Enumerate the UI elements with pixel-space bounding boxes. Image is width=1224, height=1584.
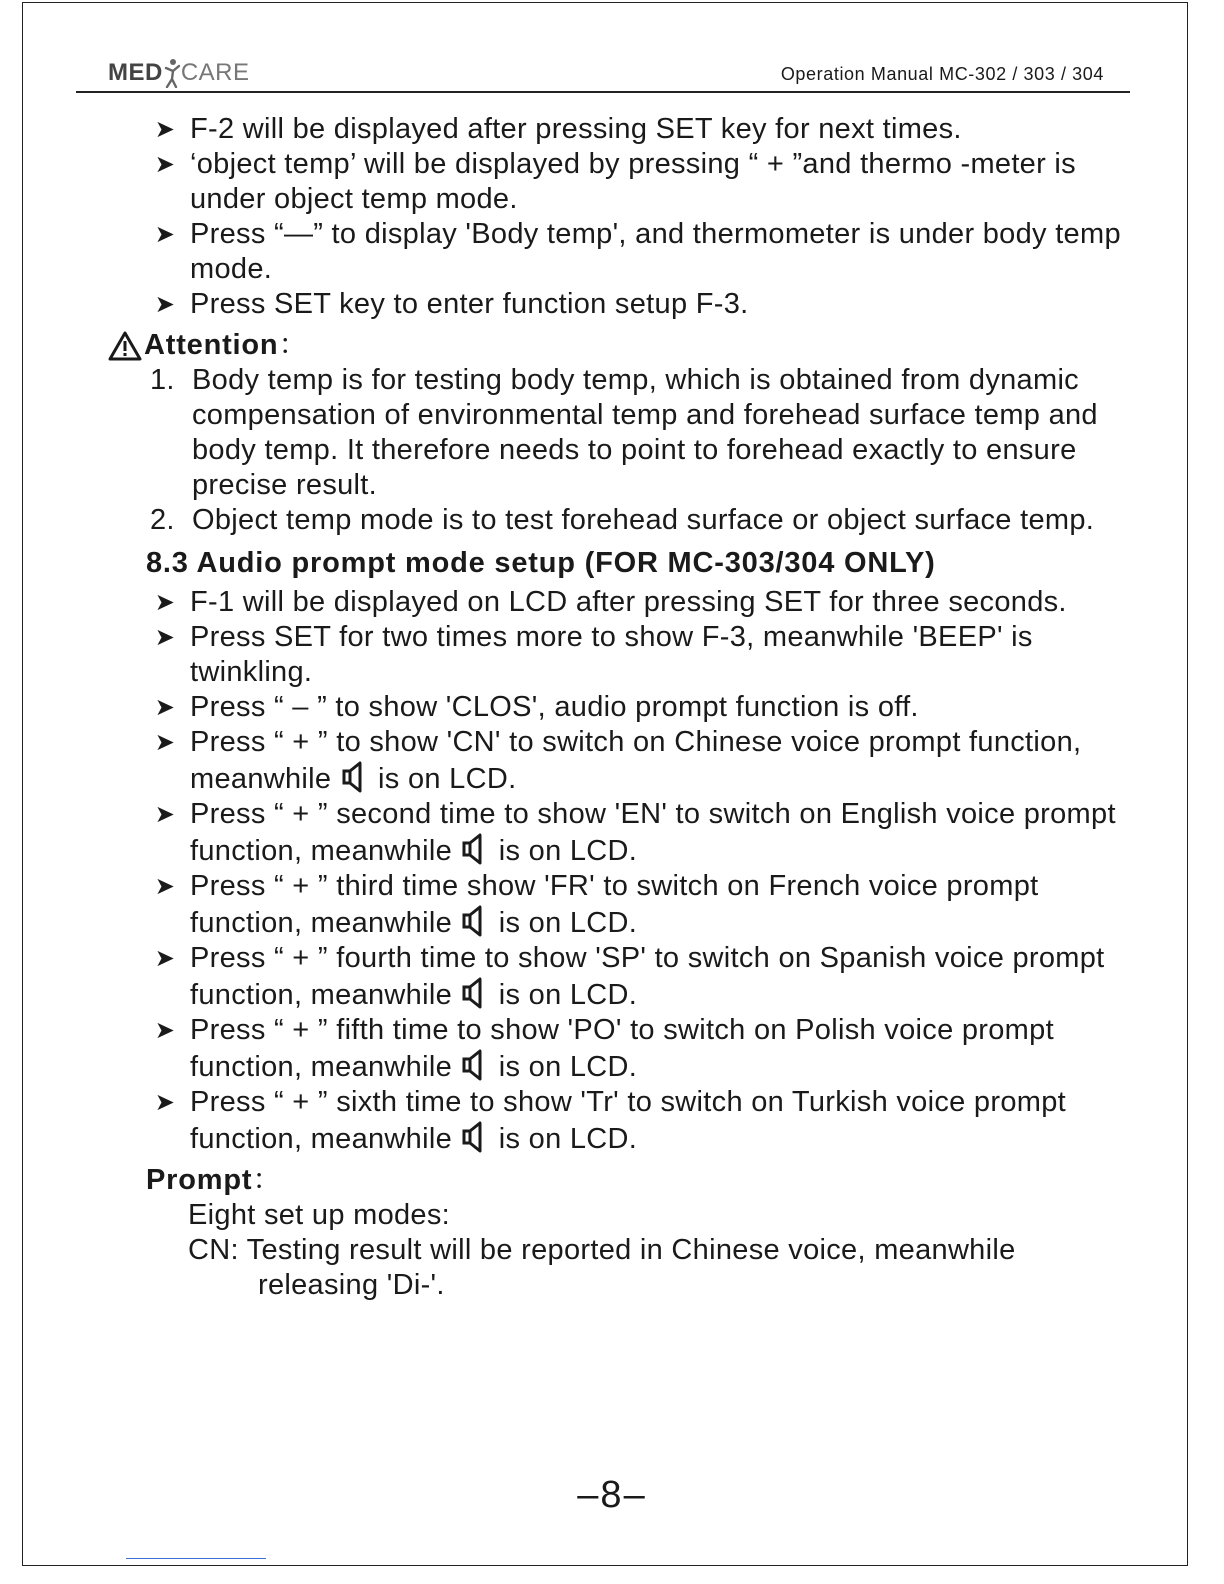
speaker-icon — [462, 1120, 486, 1154]
bullet-item: ➤ Press “ + ” to show 'CN' to switch on Chinese voice prompt function, meanwhile is on LCD. — [108, 725, 1138, 797]
arrow-bullet-icon: ➤ — [154, 873, 176, 900]
bullet-item: ➤ ‘object temp’ will be displayed by pressing “ + ”and thermo -meter is under object temp mode. — [108, 147, 1138, 217]
arrow-bullet-icon: ➤ — [154, 116, 176, 143]
header-rule — [76, 91, 1130, 93]
attention-item: 2. Object temp mode is to test forehead surface or object surface temp. — [150, 504, 1095, 536]
top-bullet-list — [108, 112, 1138, 322]
arrow-bullet-icon: ➤ — [154, 221, 176, 248]
bullet-item: ➤ Press “ + ” fifth time to show 'PO' to switch on Polish voice prompt function, meanwhile is on LCD. — [108, 1013, 1138, 1085]
arrow-bullet-icon: ➤ — [154, 729, 176, 756]
arrow-bullet-icon: ➤ — [154, 589, 176, 616]
section-title-8-3: 8.3 Audio prompt mode setup (FOR MC-303/304 ONLY) — [146, 547, 936, 579]
person-figure-icon — [164, 58, 180, 88]
medcare-logo — [108, 56, 250, 90]
speaker-icon — [462, 976, 486, 1010]
arrow-bullet-icon: ➤ — [154, 1017, 176, 1044]
bullet-item: ➤ Press “ + ” fourth time to show 'SP' to switch on Spanish voice prompt function, meanwhile is on LCD. — [108, 941, 1138, 1013]
warning-triangle-icon — [108, 331, 142, 361]
bullet-item: ➤ F-1 will be displayed on LCD after pressing SET for three seconds. — [108, 585, 1138, 620]
attention-heading: Attention ： — [108, 328, 1138, 363]
bullet-item: ➤ Press “ – ” to show 'CLOS', audio prompt function is off. — [108, 690, 1138, 725]
arrow-bullet-icon: ➤ — [154, 624, 176, 651]
arrow-bullet-icon: ➤ — [154, 801, 176, 828]
arrow-bullet-icon: ➤ — [154, 1089, 176, 1116]
speaker-icon — [462, 904, 486, 938]
bullet-item: ➤ Press “ + ” third time show 'FR' to switch on French voice prompt function, meanwhile is on LCD. — [108, 869, 1138, 941]
arrow-bullet-icon: ➤ — [154, 291, 176, 318]
bullet-item: ➤ Press “ + ” sixth time to show 'Tr' to switch on Turkish voice prompt function, meanwhile is on LCD. — [108, 1085, 1138, 1157]
prompt-line: releasing 'Di-'. — [258, 1269, 445, 1301]
bullet-item: ➤ Press SET for two times more to show F-3, meanwhile 'BEEP' is twinkling. — [108, 620, 1138, 690]
bullet-item: ➤ Press “—” to display 'Body temp', and thermometer is under body temp mode. — [108, 217, 1138, 287]
speaker-icon — [462, 832, 486, 866]
attention-item: 1. Body temp is for testing body temp, which is obtained from dynamic compensation of environmental temp and forehead surface temp and body temp. It therefore needs to point to forehead exactly to ensure precise result. — [150, 364, 1098, 501]
bullet-item: ➤ Press “ + ” second time to show 'EN' to switch on English voice prompt function, meanwhile is on LCD. — [108, 797, 1138, 869]
footer-link-line — [126, 1558, 266, 1559]
prompt-heading: Prompt： — [146, 1164, 283, 1196]
bullet-item: ➤ F-2 will be displayed after pressing SET key for next times. — [108, 112, 1138, 147]
arrow-bullet-icon: ➤ — [154, 694, 176, 721]
bullet-item: ➤ Press SET key to enter function setup F-3. — [108, 287, 1138, 322]
arrow-bullet-icon: ➤ — [154, 945, 176, 972]
prompt-line: CN: Testing result will be reported in Chinese voice, meanwhile — [188, 1234, 1016, 1266]
prompt-line: Eight set up modes: — [188, 1199, 451, 1231]
arrow-bullet-icon: ➤ — [154, 151, 176, 178]
page-content — [108, 112, 1138, 1303]
manual-title: Operation Manual MC-302 / 303 / 304 — [780, 64, 1104, 84]
speaker-icon — [342, 760, 366, 794]
speaker-icon — [462, 1048, 486, 1082]
page-number: –8– — [577, 1474, 647, 1516]
logo-text-med: MED — [108, 59, 163, 86]
logo-text-care: CARE — [180, 59, 250, 86]
